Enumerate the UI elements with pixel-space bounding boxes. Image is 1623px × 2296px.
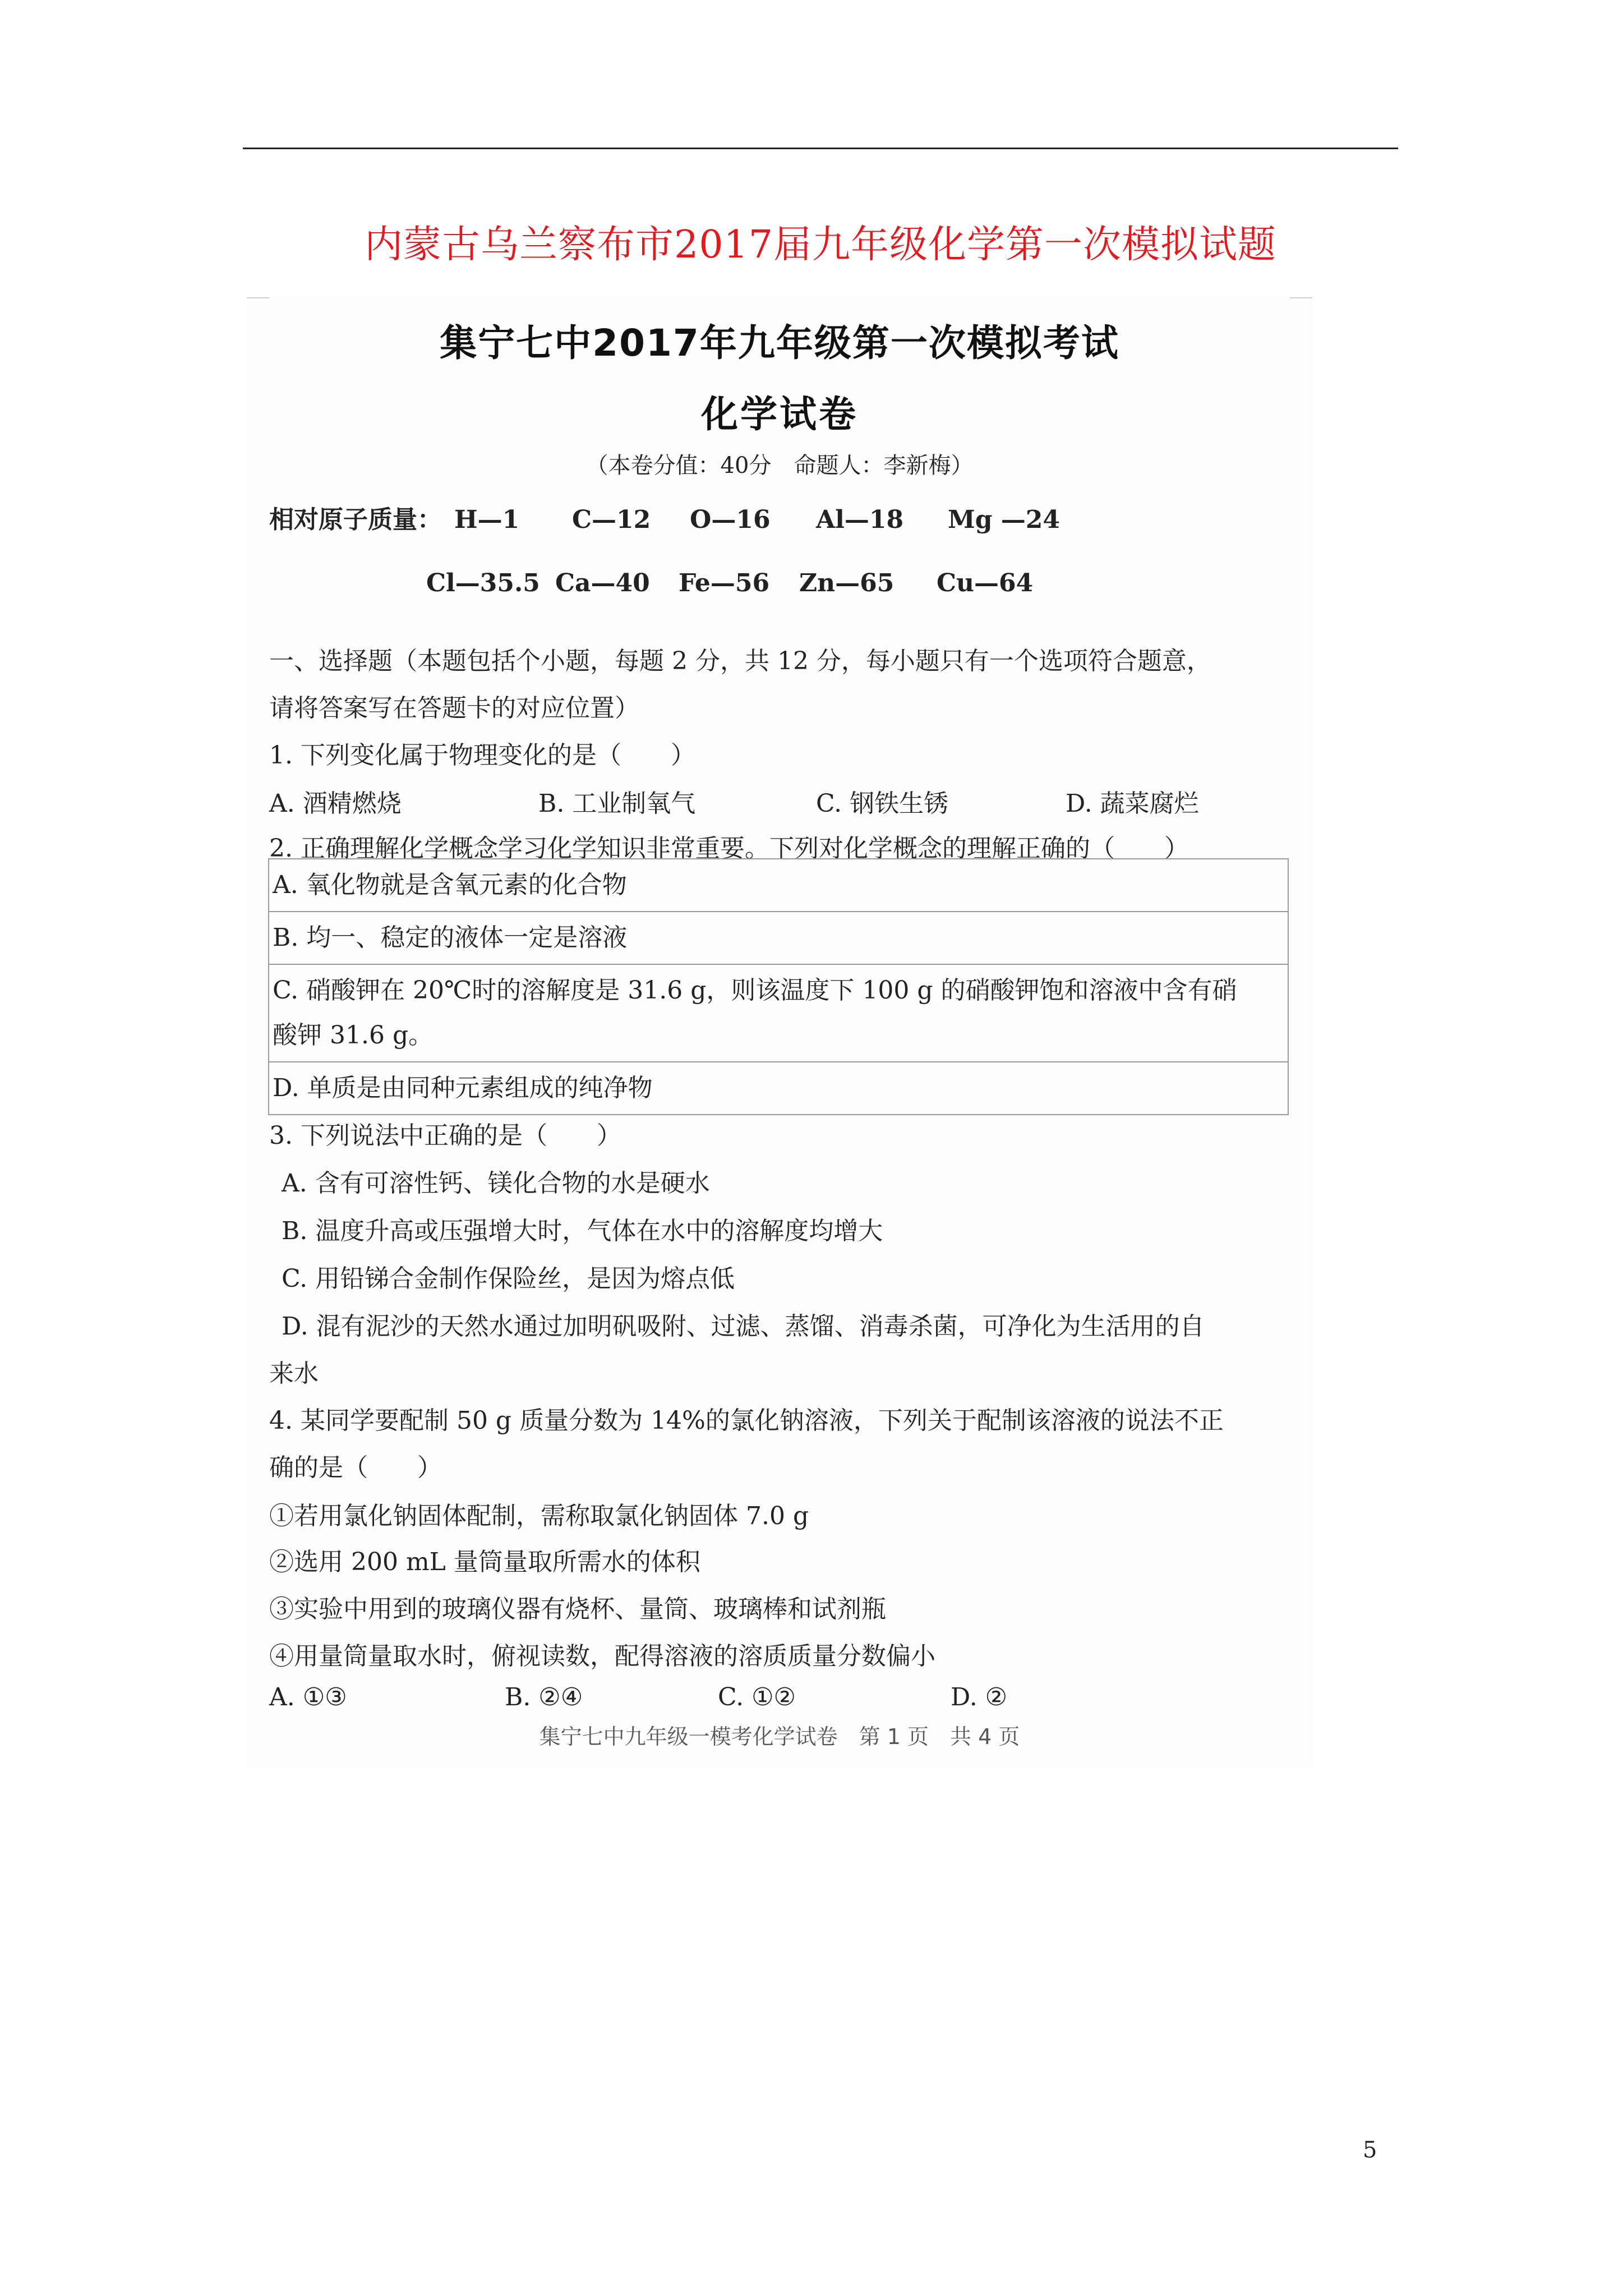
- question-2-option-d: D. 单质是由同种元素组成的纯净物: [269, 1062, 1288, 1115]
- question-4-options: [269, 1683, 1279, 1717]
- question-3-option-d-line1: D. 混有泥沙的天然水通过加明矾吸附、过滤、蒸馏、消毒杀菌，可净化为生活用的自: [282, 1312, 1205, 1341]
- question-3-option-d-line2: 来水: [269, 1359, 319, 1388]
- question-4-option-a: A. ①③: [269, 1683, 347, 1711]
- question-2-option-c-line2: 酸钾 31.6 g。: [273, 1021, 434, 1050]
- atomic-mass-item: Zn—65: [799, 569, 895, 597]
- question-1-option-b: B. 工业制氧气: [538, 789, 696, 818]
- header-rule: [243, 148, 1398, 149]
- page-number: 5: [1363, 2137, 1377, 2163]
- question-1-option-a: A. 酒精燃烧: [269, 789, 402, 818]
- question-2-options-table: [268, 858, 1289, 1115]
- question-1-option-d: D. 蔬菜腐烂: [1066, 789, 1199, 818]
- question-2-option-b: B. 均一、稳定的液体一定是溶液: [269, 912, 1288, 964]
- atomic-mass-item: Ca—40: [555, 569, 650, 597]
- question-4-stem-line2: 确的是（ ）: [269, 1453, 442, 1482]
- question-1-option-c: C. 钢铁生锈: [816, 789, 949, 818]
- atomic-mass-item: H—1: [454, 505, 520, 534]
- question-2-option-a: A. 氧化物就是含氧元素的化合物: [269, 859, 1288, 912]
- question-3-option-a: A. 含有可溶性钙、镁化合物的水是硬水: [282, 1169, 710, 1198]
- exam-page-footer: 集宁七中九年级一模考化学试卷 第 1 页 共 4 页: [539, 1724, 1020, 1749]
- question-1-stem: 1. 下列变化属于物理变化的是（ ）: [269, 741, 695, 770]
- atomic-mass-item: Cu—64: [937, 569, 1034, 597]
- question-1-options: [269, 783, 1279, 817]
- atomic-mass-row-2: [426, 569, 1033, 597]
- scan-edge-right: [1290, 297, 1312, 298]
- question-3-option-c: C. 用铅锑合金制作保险丝，是因为熔点低: [282, 1264, 735, 1293]
- question-4-statement-2: ②选用 200 mL 量筒量取所需水的体积: [269, 1548, 700, 1576]
- question-4-option-d: D. ②: [951, 1683, 1008, 1711]
- exam-subtitle: 化学试卷: [701, 393, 858, 436]
- exam-title: 集宁七中2017年九年级第一次模拟考试: [440, 321, 1119, 365]
- atomic-mass-label: 相对原子质量：: [269, 505, 442, 534]
- section-instruction-line1: 一、选择题（本题包括个小题，每题 2 分，共 12 分，每小题只有一个选项符合题意，: [269, 647, 1211, 675]
- atomic-mass-item: O—16: [690, 505, 771, 534]
- section-instruction-line2: 请将答案写在答题卡的对应位置）: [269, 694, 639, 723]
- atomic-mass-item: Al—18: [816, 505, 904, 534]
- scanned-exam-page: [247, 297, 1312, 1767]
- question-2-option-c: [269, 964, 1288, 1062]
- atomic-mass-item: Fe—56: [679, 569, 770, 597]
- question-4-statement-4: ④用量筒量取水时，俯视读数，配得溶液的溶质质量分数偏小: [269, 1642, 935, 1671]
- atomic-mass-item: Cl—35.5: [426, 569, 540, 597]
- question-4-statement-1: ①若用氯化钠固体配制，需称取氯化钠固体 7.0 g: [269, 1502, 809, 1530]
- question-4-option-c: C. ①②: [718, 1683, 796, 1711]
- atomic-mass-item: Mg —24: [948, 505, 1061, 534]
- question-2-stem: 2. 正确理解化学概念学习化学知识非常重要。下列对化学概念的理解正确的（ ）: [269, 834, 1189, 863]
- score-info: （本卷分值：40分 命题人：李新梅）: [585, 453, 974, 478]
- question-4-statement-3: ③实验中用到的玻璃仪器有烧杯、量筒、玻璃棒和试剂瓶: [269, 1595, 886, 1623]
- question-3-option-b: B. 温度升高或压强增大时，气体在水中的溶解度均增大: [282, 1217, 883, 1245]
- question-4-stem-line1: 4. 某同学要配制 50 g 质量分数为 14%的氯化钠溶液，下列关于配制该溶液的说法不正: [269, 1406, 1224, 1435]
- atomic-mass-item: C—12: [572, 505, 651, 534]
- document-title: 内蒙古乌兰察布市2017届九年级化学第一次模拟试题: [364, 223, 1277, 267]
- atomic-mass-row-1: [269, 499, 1060, 535]
- scan-edge-left: [247, 297, 269, 298]
- question-4-option-b: B. ②④: [505, 1683, 583, 1711]
- question-2-option-c-line1: C. 硝酸钾在 20℃时的溶解度是 31.6 g，则该温度下 100 g 的硝酸钾饱和溶液中含有硝: [273, 976, 1237, 1005]
- question-3-stem: 3. 下列说法中正确的是（ ）: [269, 1121, 621, 1150]
